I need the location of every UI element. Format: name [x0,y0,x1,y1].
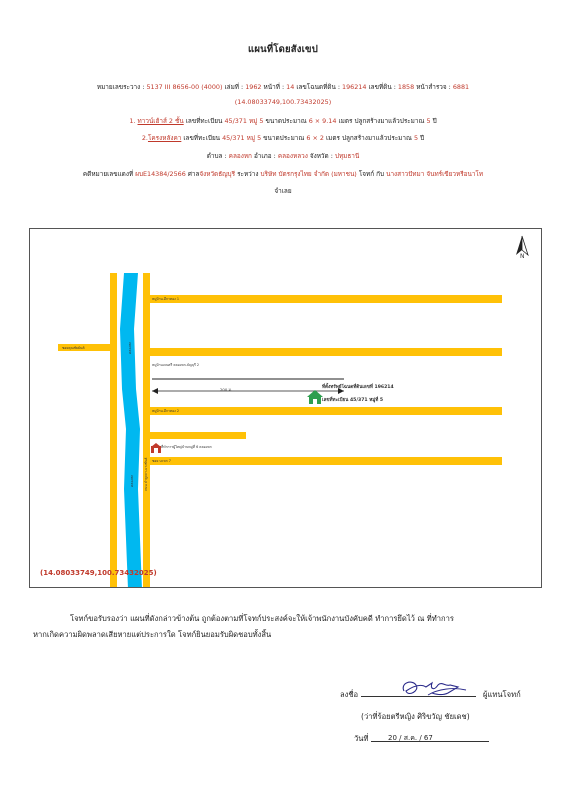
plaintiff-role: โจทก์ กับ [356,170,387,178]
building-1-years-label: เมตร ปลูกสร้างมาแล้วประมาณ [336,117,427,125]
survey-label: หน้าสำรวจ : [414,83,453,91]
building-1-size-label: ขนาดประมาณ [263,117,309,125]
building-1-reg: 45/371 หมู่ 5 [224,117,264,125]
signer-name: (ว่าที่ร้อยตรีหญิง ศิริขวัญ ชัยเดช) [361,712,470,721]
road-soi-2 [143,407,502,415]
label-soi-main: หมู่บ้านเจนศรี คลองหก-ธัญบุรี 2 [152,363,200,367]
building-1-line [0,116,566,126]
province-label: จังหวัด : [307,152,335,160]
land-label: เลขที่ดิน : [366,83,398,91]
north-label: N [520,253,525,260]
building-2-reg-label: เลขที่ทะเบียน [181,134,223,142]
building-2-years-unit: ปี [418,134,425,142]
date-label: วันที่ [354,734,369,743]
page-label: หน้าที่ : [261,83,287,91]
between-label: ระหว่าง [235,170,261,178]
amphoe: คลองหลวง [277,152,308,160]
label-canal: คลองหก [128,341,132,354]
header-coordinates: (14.08033749,100.73432025) [234,98,332,106]
road-east-vertical [143,273,150,588]
tambon-label: ตำบล : [206,152,229,160]
road-soi-1 [143,295,502,303]
tambon: คลองหก [228,152,252,160]
page-number: 14 [286,83,295,91]
road-soi-short [143,432,246,439]
case-line [0,169,566,179]
label-soi-1: หมู่บ้าน.อีกาทอง 1 [152,297,180,301]
building-2-reg: 45/371 หมู่ 5 [222,134,262,142]
plaintiff: บริษัท บัตรกรุงไทย จำกัด (มหาชน) [260,170,357,178]
statement-line-2: หากเกิดความผิดพลาดเสียหายแต่ประการใด โจทก์ยินยอมรับผิดชอบทั้งสิ้น [33,630,272,639]
handwritten-signature [398,677,470,699]
map-coordinates: (14.08033749,100.73432025) [40,569,157,577]
location-line [0,151,566,161]
court: จังหวัดธัญบุรี [199,170,236,178]
road-west-vertical [110,273,117,588]
label-soi-2: หมู่บ้าน.อีกาทอง 2 [152,409,180,413]
landmark-icon [151,443,161,453]
book-number: 1962 [245,83,262,91]
road-soi-bottom [143,457,502,465]
case-label: คดีหมายเลขแดงที่ [82,170,136,178]
defendant: นางสาวปัทมา จันทร์เขียวหรือนาโท [386,170,484,178]
sheet-label: หมายเลขระวาง : [96,83,147,91]
building-1-size: 6 × 9.14 [308,117,337,125]
deed-label: เลขโฉนดที่ดิน : [294,83,343,91]
building-2-line [0,133,566,143]
location-map [29,228,542,588]
house-icon [307,390,323,404]
building-1-reg-label: เลขที่ทะเบียน [183,117,225,125]
date-value: 20 / ส.ค. / 67 [388,734,433,742]
building-2-name: โครงหลังคา [147,134,182,142]
road-soi-main [143,348,502,356]
survey-number: 6881 [452,83,470,91]
building-2-years: 5 [413,134,419,142]
land-number: 1858 [397,83,415,91]
building-2-size: 6 × 2 [306,134,324,142]
sheet-number: 5137 III 8656-00 (4000) [146,83,223,91]
book-label: เล่มที่ : [222,83,246,91]
building-2-size-label: ขนาดประมาณ [261,134,307,142]
court-label: ศาล [185,170,200,178]
building-1-years: 5 [426,117,431,125]
defendant-role: จำเลย [274,187,292,195]
signature-role: ผู้แทนโจทก์ [483,690,521,699]
sign-label: ลงชื่อ [340,690,359,699]
building-1-name: ทาวน์เฮ้าส์ 2 ชั้น [137,117,184,125]
label-soi-bottom: ซอย บะหก 7 [152,459,171,463]
statement-line-1: โจทก์ขอรับรองว่า แผนที่ดังกล่าวข้างต้น ถูกต้องตามที่โจทก์ประสงค์จะให้เจ้าพนักงานบังคับคดี ทำการยึดไว้ ณ ที่ทำการ [70,614,454,623]
page-title: แผนที่โดยสังเขป [248,44,318,55]
building-2-number: 2. [141,134,148,142]
case-number: ผบE14384/2566 [135,170,186,178]
landmark-label: ที่ทำการผู้ใหญ่บ้านหมู่ที่ 6 คลองหก [161,445,212,449]
building-1-number: 1. [129,117,136,125]
label-canal-lower: คลองหก [130,474,134,487]
building-1-years-unit: ปี [430,117,437,125]
amphoe-label: อำเภอ : [251,152,278,160]
deed-number: 196214 [342,83,367,91]
province: ปทุมธานี [334,152,360,160]
label-road-vertical: ถนน ลำลูกกา-บางขันธ์ [144,457,148,491]
building-2-years-label: เมตร ปลูกสร้างมาแล้วประมาณ [323,134,414,142]
property-label-1: ที่ตั้งทรัพย์โฉนดที่ดินเลขที่ 196214 [322,385,394,390]
distance-label: 200 ม. [220,387,233,392]
deed-info-line [0,82,566,92]
label-soi-west: ซอยคุณชัยยันต์ [62,346,85,350]
property-label-2: เลขที่ทะเบียน 45/371 หมู่ที่ 5 [322,398,384,403]
